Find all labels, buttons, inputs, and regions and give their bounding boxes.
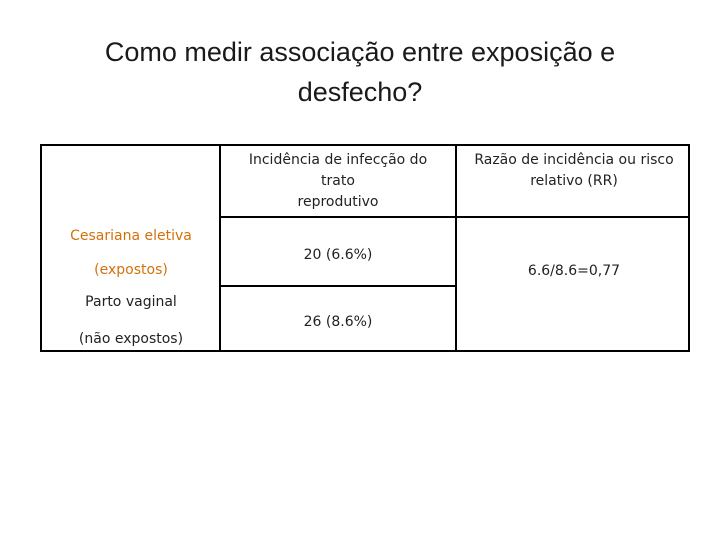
- header-incidence-line-2: trato: [321, 173, 355, 189]
- comparison-table: [40, 144, 690, 352]
- header-relative-risk-line-2: relativo (RR): [530, 173, 618, 189]
- row-label-cesarean: Cesariana eletiva: [70, 228, 192, 244]
- table-divider-vertical-2: [455, 146, 457, 350]
- row-sublabel-exposed: (expostos): [94, 262, 168, 278]
- slide-title: [40, 32, 680, 112]
- row-sublabel-unexposed: (não expostos): [78, 331, 184, 347]
- header-incidence: [222, 150, 454, 213]
- slide-title-line-2: desfecho?: [297, 77, 423, 107]
- slide-title-line-1: Como medir associação entre exposição e: [104, 37, 616, 67]
- table-divider-vertical-1: [219, 146, 221, 350]
- header-incidence-line-3: reprodutivo: [297, 194, 379, 210]
- header-incidence-line-1: Incidência de infecção do: [248, 152, 428, 168]
- value-vaginal-incidence: 26 (8.6%): [303, 314, 373, 330]
- row-label-vaginal: Parto vaginal: [85, 294, 177, 310]
- header-relative-risk: [458, 150, 690, 192]
- table-divider-rows: [219, 285, 457, 287]
- header-relative-risk-line-1: Razão de incidência ou risco: [474, 152, 674, 168]
- value-relative-risk: 6.6/8.6=0,77: [527, 263, 621, 279]
- value-cesarean-incidence: 20 (6.6%): [303, 247, 373, 263]
- table-divider-header: [219, 216, 690, 218]
